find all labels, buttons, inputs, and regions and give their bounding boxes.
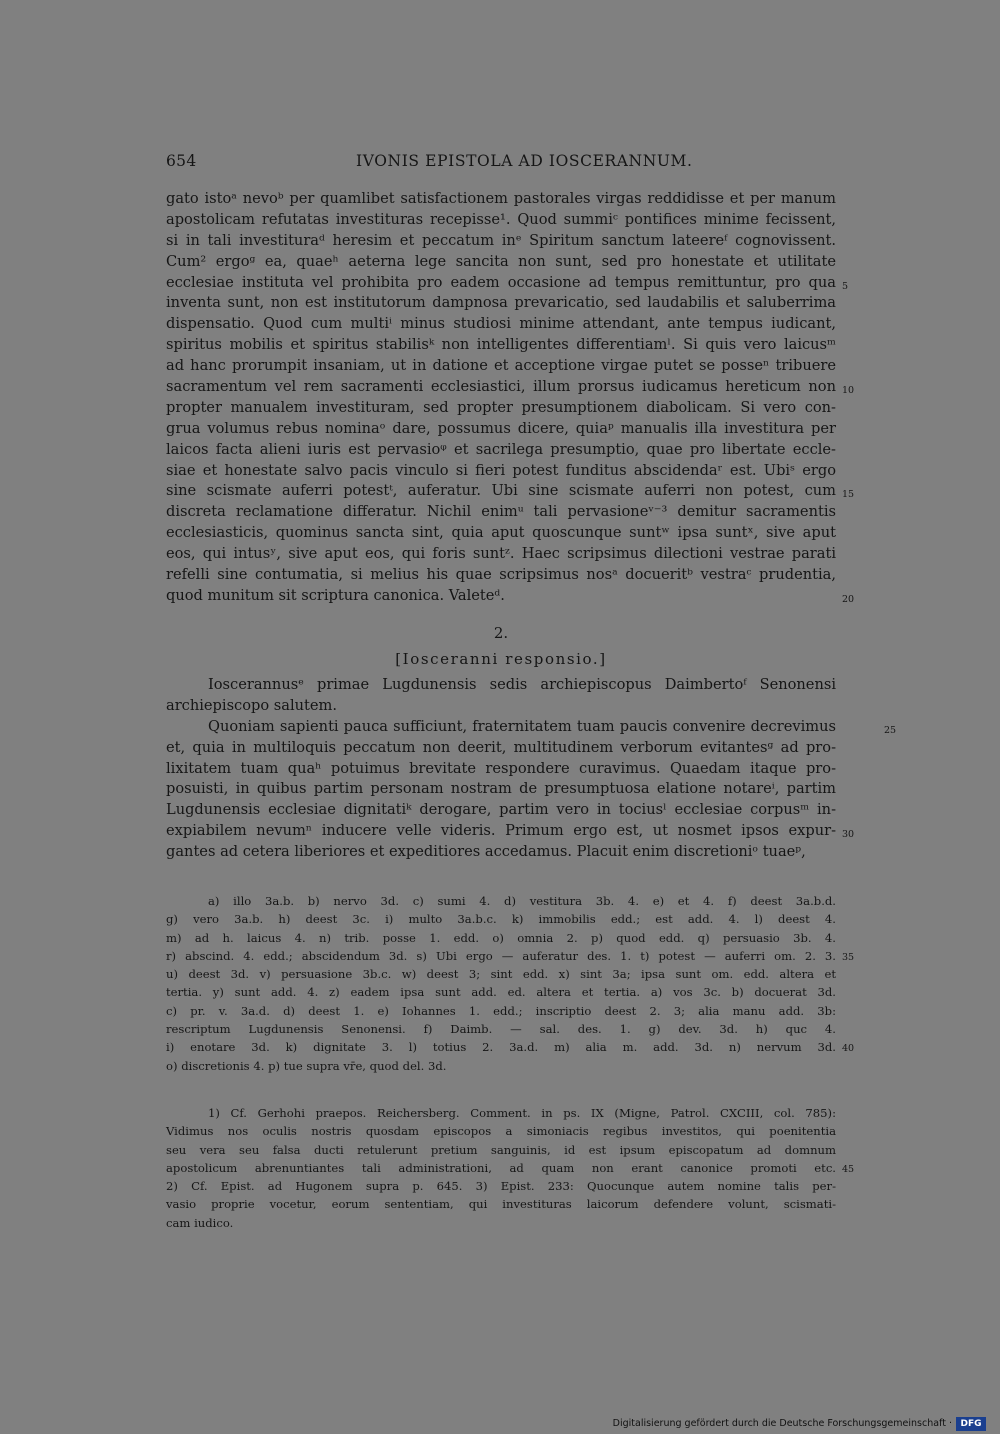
response-line bbox=[166, 779, 836, 800]
source-note-line bbox=[166, 1177, 836, 1195]
response-line bbox=[166, 800, 836, 821]
response-line bbox=[166, 696, 836, 717]
section-title: [Iosceranni responsio.] bbox=[395, 650, 607, 668]
variant-note-line-text: g) vero 3a.b. h) deest 3c. i) multo 3a.b.c. k) immobilis edd.; est add. 4. l) deest 4. bbox=[166, 912, 836, 927]
variant-note-line-text: o) discretionis 4. p) tue supra vr̄e, quod del. 3d. bbox=[166, 1058, 447, 1073]
variant-note-line bbox=[166, 965, 836, 983]
source-notes bbox=[166, 1104, 855, 1232]
letter-line-text: sacramentum vel rem sacramenti ecclesiastici, illum prorsus iudicamus hereticum non bbox=[166, 378, 836, 396]
variant-note-line bbox=[166, 1057, 836, 1075]
variant-notes bbox=[166, 892, 855, 1075]
response-line bbox=[166, 717, 897, 738]
letter-line-text: grua volumus rebus nominaᵒ dare, possumus dicere, quiaᵖ manualis illa investitura per bbox=[166, 419, 836, 437]
page-header bbox=[166, 152, 836, 176]
line-number: 40 bbox=[842, 1043, 855, 1055]
letter-line-text: gato istoᵃ nevoᵇ per quamlibet satisfactionem pastorales virgas reddidisse et per manum bbox=[166, 190, 836, 207]
letter-line bbox=[166, 377, 855, 398]
response-line bbox=[166, 675, 836, 696]
letter-line-text: siae et honestate salvo pacis vinculo si fieri potest funditus abscidendaʳ est. Ubiˢ ergo bbox=[166, 461, 836, 479]
response-line bbox=[166, 759, 836, 780]
variant-note-line-text: m) ad h. laicus 4. n) trib. posse 1. edd. o) omnia 2. p) quod edd. q) persuasio 3b. 4. bbox=[166, 930, 836, 945]
letter-line-text: ad hanc prorumpit insaniam, ut in datione et acceptione virgae putet se posseⁿ tribuere bbox=[166, 357, 836, 375]
letter-line-text: refelli sine contumatia, si melius his quae scripsimus nosᵃ docueritᵇ vestraᶜ prudentia, bbox=[166, 566, 836, 584]
variant-note-line bbox=[166, 929, 836, 947]
letter-line bbox=[166, 419, 836, 440]
letter-line-text: Cum² ergoᵍ ea, quaeʰ aeterna lege sancita non sunt, sed pro honestate et utilitate bbox=[166, 252, 836, 270]
response-line-text: Quoniam sapienti pauca sufficiunt, fraternitatem tuam paucis convenire decrevimus bbox=[208, 717, 836, 735]
line-number: 45 bbox=[842, 1163, 855, 1175]
source-note-line bbox=[166, 1195, 836, 1213]
letter-line bbox=[166, 252, 836, 273]
letter-line bbox=[166, 231, 836, 252]
source-note-line bbox=[166, 1141, 836, 1159]
variant-note-line bbox=[166, 1038, 855, 1056]
source-note-line-text: 2) Cf. Epist. ad Hugonem supra p. 645. 3) Epist. 233: Quocunque autem nomine talis per- bbox=[166, 1179, 836, 1194]
source-note-line-text: Vidimus nos oculis nostris quosdam episcopos a simoniacis regibus investitos, qui poenitentia bbox=[166, 1124, 836, 1139]
source-note-line-text: apostolicum abrenuntiantes tali administrationi, ad quam non erant canonice promoti etc. bbox=[166, 1160, 836, 1175]
variant-note-line bbox=[166, 1020, 836, 1038]
response-text bbox=[166, 675, 897, 863]
letter-line bbox=[166, 189, 836, 210]
line-number: 5 bbox=[842, 280, 849, 292]
letter-line bbox=[166, 481, 855, 502]
variant-note-line-text: u) deest 3d. v) persuasione 3b.c. w) deest 3; sint edd. x) sint 3a; ipsa sunt om. edd. altera et bbox=[166, 967, 836, 982]
letter-line bbox=[166, 273, 849, 294]
letter-line bbox=[166, 293, 836, 314]
letter-line bbox=[166, 586, 855, 607]
response-line-text: et, quia in multiloquis peccatum non deerit, multitudinem verborum evitantesᵍ ad pro- bbox=[166, 738, 836, 756]
letter-line-text: si in tali investituraᵈ heresim et peccatum inᵉ Spiritum sanctum lateereᶠ cognovissent. bbox=[166, 231, 836, 249]
source-note-line bbox=[166, 1122, 836, 1140]
letter-line-text: inventa sunt, non est institutorum dampnosa prevaricatio, sed laudabilis et saluberrima bbox=[166, 294, 836, 312]
variant-note-line-text: r) abscind. 4. edd.; abscidendum 3d. s) Ubi ergo — auferatur des. 1. t) potest — auferri om. 2. 3. bbox=[166, 948, 836, 963]
variant-note-line-text: c) pr. v. 3a.d. d) deest 1. e) Iohannes 1. edd.; inscriptio deest 2. 3; alia manu add. 3b: bbox=[166, 1003, 836, 1018]
letter-line bbox=[166, 461, 836, 482]
letter-line bbox=[166, 523, 836, 544]
response-line-text: Lugdunensis ecclesiae dignitatiᵏ derogare, partim vero in tociusˡ ecclesiae corpusᵐ in- bbox=[166, 801, 836, 819]
letter-line-text: quod munitum sit scriptura canonica. Valeteᵈ. bbox=[166, 586, 505, 604]
source-note-line-text: cam iudico. bbox=[166, 1215, 234, 1230]
letter-line-text: apostolicam refutatas investituras recepisse¹. Quod summiᶜ pontifices minime fecissent, bbox=[166, 210, 836, 228]
variant-note-line bbox=[166, 892, 836, 910]
variant-note-line bbox=[166, 983, 836, 1001]
line-number: 10 bbox=[842, 385, 855, 397]
source-note-line-text: vasio proprie vocetur, eorum sententiam, qui investituras laicorum defendere volunt, scismati- bbox=[166, 1197, 836, 1212]
line-number: 15 bbox=[842, 489, 855, 501]
response-line-text: lixitatem tuam quaʰ potuimus brevitate respondere curavimus. Quaedam itaque pro- bbox=[166, 759, 836, 777]
letter-line-text: spiritus mobilis et spiritus stabilisᵏ non intelligentes differentiamˡ. Si quis vero laicusᵐ bbox=[166, 336, 836, 354]
variant-note-line bbox=[166, 1002, 836, 1020]
line-number: 25 bbox=[884, 724, 897, 736]
letter-line bbox=[166, 210, 836, 231]
variant-note-line-text: rescriptum Lugdunensis Senonensi. f) Daimb. — sal. des. 1. g) dev. 3d. h) quc 4. bbox=[166, 1022, 836, 1037]
letter-line bbox=[166, 398, 836, 419]
letter-line bbox=[166, 565, 836, 586]
variant-note-line bbox=[166, 947, 855, 965]
letter-line-text: discreta reclamatione differatur. Nichil enimᵘ tali pervasioneᵛ⁻³ demitur sacramentis bbox=[166, 503, 836, 521]
variant-note-line bbox=[166, 910, 836, 928]
letter-line bbox=[166, 544, 836, 565]
source-note-line bbox=[166, 1214, 836, 1232]
footer bbox=[578, 1417, 990, 1433]
letter-text bbox=[166, 189, 855, 607]
response-line bbox=[166, 821, 855, 842]
letter-line-text: ecclesiasticis, quominus sancta sint, quia aput quoscunque suntʷ ipsa suntˣ, sive aput bbox=[166, 524, 836, 542]
section-number: 2. bbox=[493, 624, 509, 642]
running-title: IVONIS EPISTOLA AD IOSCERANNUM. bbox=[356, 152, 693, 170]
line-number: 30 bbox=[842, 829, 855, 841]
letter-line bbox=[166, 502, 836, 523]
response-line-text: archiepiscopo salutem. bbox=[166, 696, 338, 714]
response-line-text: Ioscerannusᵉ primae Lugdunensis sedis archiepiscopus Daimbertoᶠ Senonensi bbox=[208, 676, 836, 693]
dfg-logo: DFG bbox=[956, 1417, 986, 1431]
letter-line-text: eos, qui intusʸ, sive aput eos, qui foris suntᶻ. Haec scripsimus dilectioni vestrae parati bbox=[166, 545, 836, 563]
line-number: 20 bbox=[842, 593, 855, 605]
letter-line-text: laicos facta alieni iuris est pervasioᵠ et sacrilega presumptio, quae pro libertate eccle- bbox=[166, 440, 836, 458]
letter-line-text: dispensatio. Quod cum multiⁱ minus studiosi minime attendant, ante tempus iudicant, bbox=[166, 315, 836, 333]
letter-line-text: propter manualem investituram, sed propter presumptionem diabolicam. Si vero con- bbox=[166, 398, 836, 416]
response-line bbox=[166, 842, 836, 863]
variant-note-line-text: a) illo 3a.b. b) nervo 3d. c) sumi 4. d) vestitura 3b. 4. e) et 4. f) deest 3a.b.d. bbox=[208, 894, 836, 908]
letter-line bbox=[166, 440, 836, 461]
letter-line bbox=[166, 356, 836, 377]
response-line-text: posuisti, in quibus partim personam nostram de presumptuosa elatione notareⁱ, partim bbox=[166, 780, 836, 798]
letter-line bbox=[166, 335, 836, 356]
source-note-line bbox=[166, 1159, 855, 1177]
line-number: 35 bbox=[842, 951, 855, 963]
variant-note-line-text: i) enotare 3d. k) dignitate 3. l) totius 2. 3a.d. m) alia m. add. 3d. n) nervum 3d. bbox=[166, 1040, 836, 1055]
source-note-line bbox=[166, 1104, 836, 1122]
response-line-text: expiabilem nevumⁿ inducere velle videris. Primum ergo est, ut nosmet ipsos expur- bbox=[166, 822, 836, 840]
letter-line bbox=[166, 314, 836, 335]
letter-line-text: ecclesiae instituta vel prohibita pro eadem occasione ad tempus remittuntur, pro qua bbox=[166, 273, 836, 291]
response-line bbox=[166, 738, 836, 759]
source-note-line-text: seu vera seu falsa ducti retulerunt pretium sanguinis, id est ipsum episcopatum ad domnum bbox=[166, 1142, 836, 1157]
variant-note-line-text: tertia. y) sunt add. 4. z) eadem ipsa sunt add. ed. altera et tertia. a) vos 3c. b) docuerat 3d. bbox=[166, 985, 836, 1000]
page-number: 654 bbox=[166, 152, 197, 170]
response-line-text: gantes ad cetera liberiores et expeditiores accedamus. Placuit enim discretioniᵒ tuaeᵖ, bbox=[166, 843, 806, 861]
letter-line-text: sine scismate auferri potestᵗ, auferatur. Ubi sine scismate auferri non potest, cum bbox=[166, 482, 836, 500]
footer-text: Digitalisierung gefördert durch die Deutsche Forschungsgemeinschaft · bbox=[612, 1418, 952, 1429]
source-note-line-text: 1) Cf. Gerhohi praepos. Reichersberg. Comment. in ps. IX (Migne, Patrol. CXCIII, col. 785): bbox=[208, 1106, 836, 1120]
